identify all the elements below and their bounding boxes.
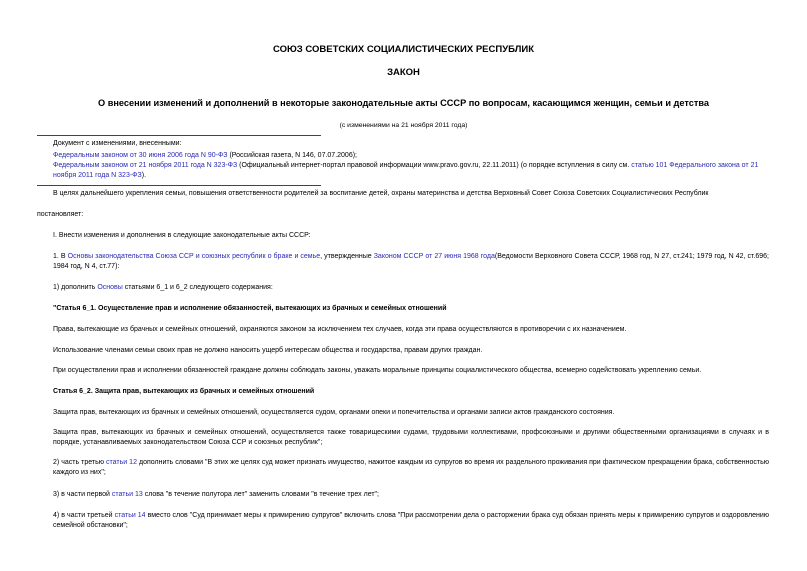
subpoint-4-text-b: вместо слов "Суд принимает меры к примирению супругов" включить слова "При рассмотрении дела о расторжении брака суд обязан принять меры к примирению супругов и оздоровлению семейной обстановки"; <box>53 512 769 529</box>
edition-note: (с изменениями на 21 ноября 2011 года) <box>339 122 468 129</box>
point-1-text-b: , утвержденные <box>320 253 374 260</box>
article-6-1-para-3: При осуществлении прав и исполнении обязанностей граждане должны соблюдать законы, уважать моральные принципы социалистического общества, всемерно содействовать укреплению семьи. <box>53 367 702 374</box>
subpoint-1-text-a: 1) дополнить <box>53 284 98 291</box>
preamble: В целях дальнейшего укрепления семьи, повышения ответственности родителей за воспитание детей, охраны материнства и детства Верховный Совет Союза Советских Социалистических Республик <box>53 190 709 197</box>
change-item-2 <box>53 161 769 181</box>
change-text-2: (Официальный интернет-портал правовой информации www.pravo.gov.ru, 22.11.2011) (о порядке вступления в силу см. <box>237 162 632 169</box>
changes-intro: Документ с изменениями, внесенными: <box>53 140 182 147</box>
subpoint-4-text-a: 4) в части третьей <box>53 512 115 519</box>
subpoint-1 <box>53 283 769 293</box>
union-heading: СОЮЗ СОВЕТСКИХ СОЦИАЛИСТИЧЕСКИХ РЕСПУБЛИК <box>272 44 534 55</box>
article-6-2-para-1: Защита прав, вытекающих из брачных и семейных отношений, осуществляется судом, органами опеки и попечительства и органами записи актов гражданского состояния. <box>53 409 615 416</box>
subpoint-4 <box>53 511 769 531</box>
article-13-link[interactable]: статьи 13 <box>111 491 143 498</box>
subpoint-3 <box>53 490 769 500</box>
top-divider <box>37 135 321 136</box>
document-title: О внесении изменений и дополнений в некоторые законодательные акты СССР по вопросам, касающимся женщин, семьи и детства <box>98 98 709 108</box>
ussr-law-link[interactable]: Законом СССР от 27 июня 1968 года <box>373 253 495 260</box>
article-14-link[interactable]: статьи 14 <box>114 512 146 519</box>
article-6-2-para-2: Защита прав, вытекающих из брачных и семейных отношений, осуществляется также товарищескими судами, трудовыми коллективами, профсоюзными и другими общественными организациями в случаях и в порядке, устанавливаемых законодательством Союза ССР и союзных республик"; <box>53 429 769 446</box>
subpoint-2-text-a: 2) часть третью <box>53 459 107 466</box>
section-1: I. Внести изменения и дополнения в следующие законодательные акты СССР: <box>53 232 311 239</box>
subpoint-2-text-b: дополнить словами "В этих же целях суд может признать имущество, нажитое каждым из супругов во время их раздельного проживания при фактическом прекращении брака, собственностью каждого из них"; <box>53 459 769 476</box>
article-12-link[interactable]: статьи 12 <box>106 459 137 466</box>
change-text-1: (Российская газета, N 146, 07.07.2006); <box>227 152 357 159</box>
subpoint-3-text-b: слова "в течение полутора лет" заменить словами "в течение трех лет"; <box>142 491 379 498</box>
point-1 <box>53 252 769 272</box>
basics-link[interactable]: Основы законодательства Союза ССР и союзных республик о браке и семье <box>67 253 321 260</box>
subpoint-1-text-b: статьями 6_1 и 6_2 следующего содержания: <box>122 284 273 291</box>
doc-type-heading: ЗАКОН <box>387 67 420 78</box>
bottom-divider <box>37 185 321 186</box>
change-link-2[interactable]: Федеральным законом от 21 ноября 2011 года N 323-ФЗ <box>53 162 238 169</box>
article-6-2-title: Статья 6_2. Защита прав, вытекающих из брачных и семейных отношений <box>53 388 315 395</box>
point-1-text-a: 1. В <box>53 253 68 260</box>
article-6-1-para-1: Права, вытекающие из брачных и семейных отношений, охраняются законом за исключением тех случаев, когда эти права осуществляются в противоречии с их назначением. <box>53 326 627 333</box>
change-link-1[interactable]: Федеральным законом от 30 июня 2006 года N 90-ФЗ <box>53 152 228 159</box>
change-link-2b[interactable]: статью 101 Федерального закона от 21 ноября 2011 года N 323-ФЗ <box>53 162 759 179</box>
change-item-1 <box>53 151 769 161</box>
article-6-1-para-2: Использование членами семьи своих прав не должно наносить ущерб интересам общества и государства, правам других граждан. <box>53 347 483 354</box>
article-6-1-title: "Статья 6_1. Осуществление прав и исполнение обязанностей, вытекающих из брачных и семейных отношений <box>53 305 447 312</box>
change-tail-2: ). <box>141 172 147 179</box>
subpoint-2 <box>53 458 769 478</box>
point-1-text-c: (Ведомости Верховного Совета СССР, 1968 год, N 27, ст.241; 1979 год, N 42, ст.696; 1984 год, N 4, ст.77): <box>53 253 769 270</box>
subpoint-3-text-a: 3) в части первой <box>53 491 112 498</box>
decides-text: постановляет: <box>37 211 84 218</box>
basics-short-link[interactable]: Основы <box>97 284 123 291</box>
